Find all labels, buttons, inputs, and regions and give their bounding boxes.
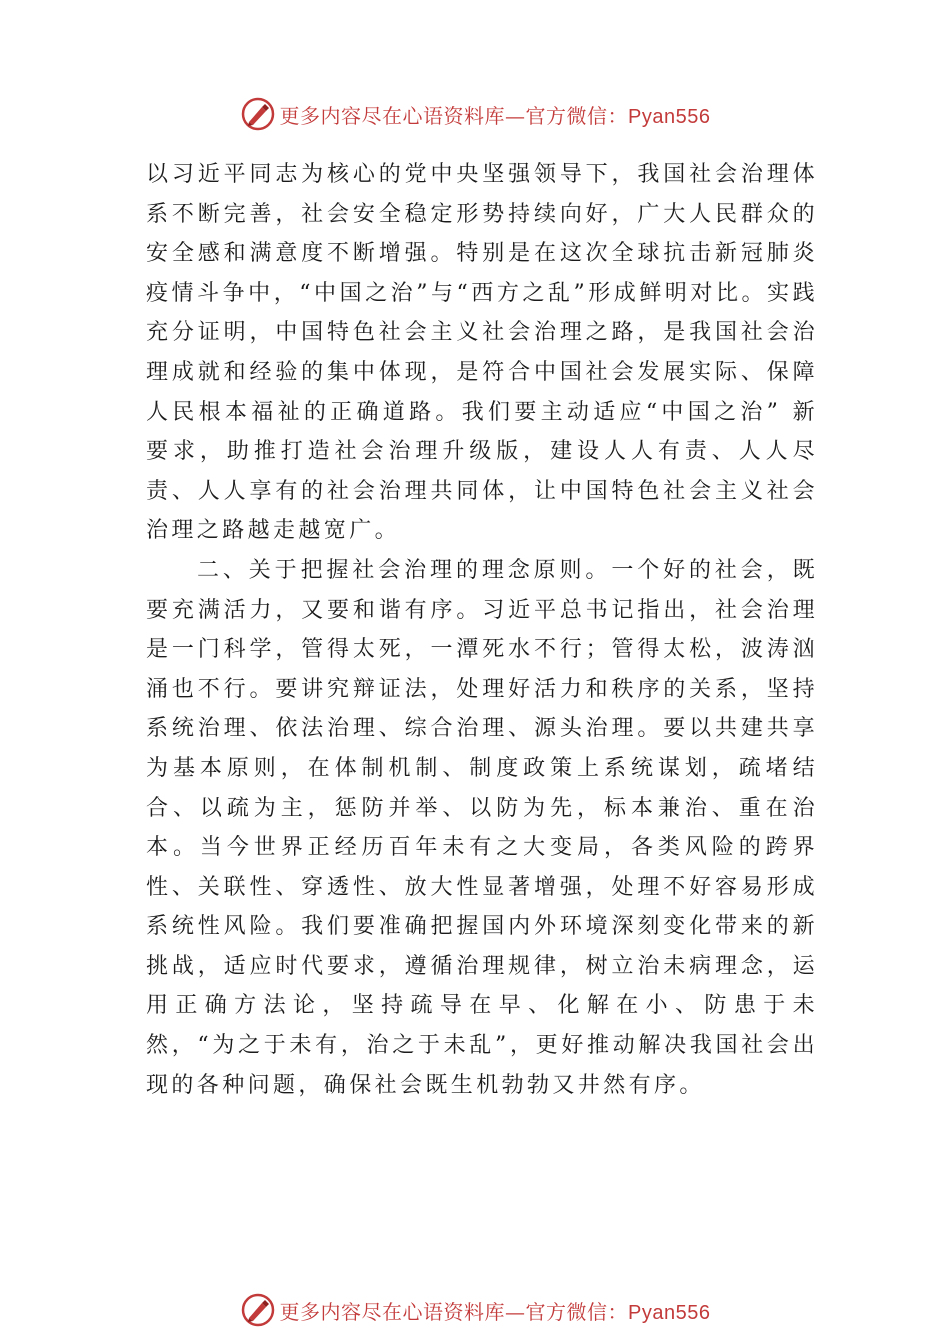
footer-banner-text [280,1296,711,1325]
banner-dash: — [505,103,526,128]
header-banner [0,94,950,134]
footer-banner [0,1290,950,1330]
banner-main-text: 更多内容尽在心语资料库 [279,1299,506,1324]
pen-logo-icon [240,96,276,132]
banner-dash: — [505,1299,526,1324]
banner-official-label: 官方微信： [525,1299,629,1324]
document-body [146,155,818,1105]
header-banner-text [280,100,711,129]
banner-wechat-id: Pyan556 [628,1301,711,1324]
pen-logo-icon [240,1292,276,1328]
banner-official-label: 官方微信： [525,103,629,128]
paragraph-governance-principles: 二、关于把握社会治理的理念原则。一个好的社会，既要充满活力，又要和谐有序。习近平总书记指出，社会治理是一门科学，管得太死，一潭死水不行；管得太松，波涛汹涌也不行。要讲究辩证法，处理好活力和秩序的关系，坚持系统治理、依法治理、综合治理、源头治理。要以共建共享为基本原则，在体制机制、制度政策上系统谋划，疏堵结合、以疏为主，惩防并举、以防为先，标本兼治、重在治本。当今世界正经历百年未有之大变局，各类风险的跨界性、关联性、穿透性、放大性显著增强，处理不好容易形成系统性风险。我们要准确把握国内外环境深刻变化带来的新挑战，适应时代要求，遵循治理规律，树立治未病理念，运用正确方法论，坚持疏导在早、化解在小、防患于未然，“为之于未有，治之于未乱”，更好推动解决我国社会出现的各种问题，确保社会既生机勃勃又井然有序。 [146,557,818,1098]
banner-wechat-id: Pyan556 [628,105,711,128]
banner-main-text: 更多内容尽在心语资料库 [279,103,506,128]
paragraph-continued: 以习近平同志为核心的党中央坚强领导下，我国社会治理体系不断完善，社会安全稳定形势持续向好，广大人民群众的安全感和满意度不断增强。特别是在这次全球抗击新冠肺炎疫情斗争中，“中国之治”与“西方之乱”形成鲜明对比。实践充分证明，中国特色社会主义社会治理之路，是我国社会治理成就和经验的集中体现，是符合中国社会发展实际、保障人民根本福祉的正确道路。我们要主动适应“中国之治” 新要求，助推打造社会治理升级版，建设人人有责、人人尽责、人人享有的社会治理共同体，让中国特色社会主义社会治理之路越走越宽广。 [146,162,818,544]
